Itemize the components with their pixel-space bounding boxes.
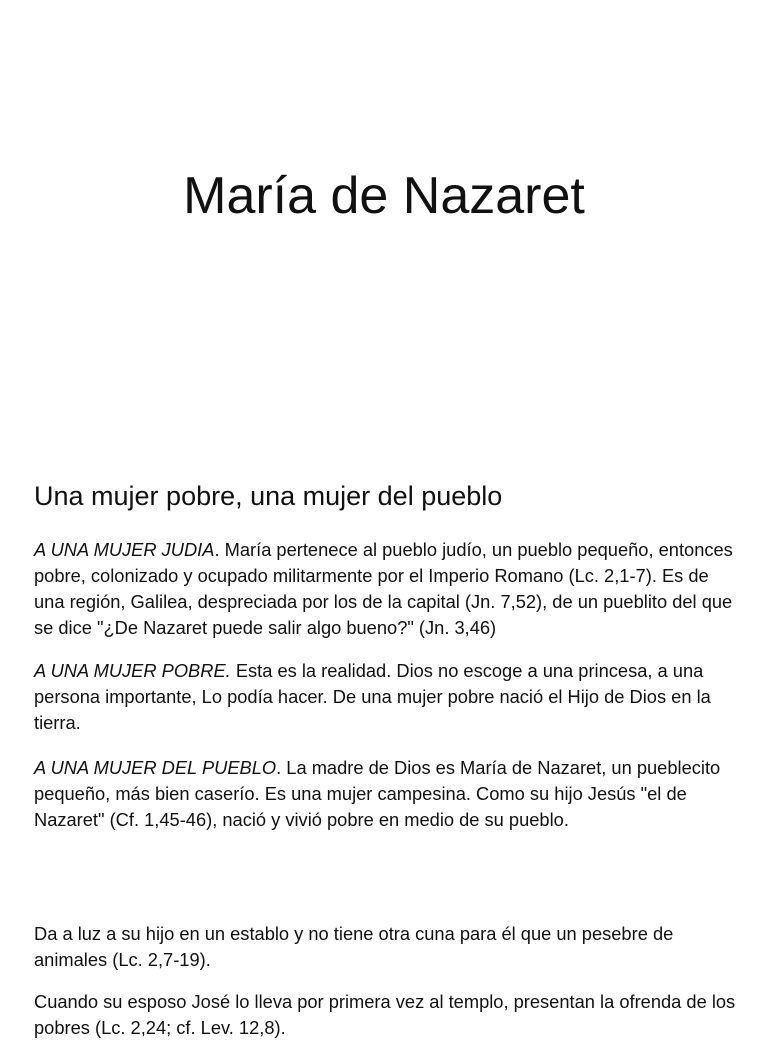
paragraph-mujer-del-pueblo (34, 755, 739, 833)
paragraph-lead: A UNA MUJER JUDIA (34, 539, 215, 560)
page-title: María de Nazaret (183, 167, 585, 225)
paragraph-templo (34, 989, 739, 1041)
paragraph-mujer-judia (34, 537, 739, 641)
paragraph-text: Esta es la realidad. Dios no escoge a una princesa, a una persona importante, Lo podía hacer. De una mujer pobre nació el Hijo de Dios en la tierra. (34, 660, 711, 733)
paragraph-lead: A UNA MUJER DEL PUEBLO (34, 757, 277, 778)
section-heading: Una mujer pobre, una mujer del pueblo (34, 481, 503, 511)
paragraph-text: . La madre de Dios es María de Nazaret, un pueblecito pequeño, más bien caserío. Es una mujer campesina. Como su hijo Jesús "el de Nazaret" (Cf. 1,45-46), nació y vivió pobre en medio de su pueblo. (34, 757, 721, 830)
paragraph-establo (34, 921, 739, 973)
paragraph-text: Cuando su esposo José lo lleva por primera vez al templo, presentan la ofrenda de los pobres (Lc. 2,24; cf. Lev. 12,8). (34, 991, 736, 1038)
paragraph-text: Da a luz a su hijo en un establo y no tiene otra cuna para él que un pesebre de animales (Lc. 2,7-19). (34, 923, 674, 970)
paragraph-mujer-pobre (34, 658, 739, 736)
paragraph-text: . María pertenece al pueblo judío, un pueblo pequeño, entonces pobre, colonizado y ocupado militarmente por el Imperio Romano (Lc. 2,1-7). Es de una región, Galilea, despreciada por los de la capital (Jn. 7,52), de un pueblito del que se dice "¿De Nazaret puede salir algo bueno?" (Jn. 3,46) (34, 539, 733, 638)
paragraph-lead: A UNA MUJER POBRE. (34, 660, 231, 681)
